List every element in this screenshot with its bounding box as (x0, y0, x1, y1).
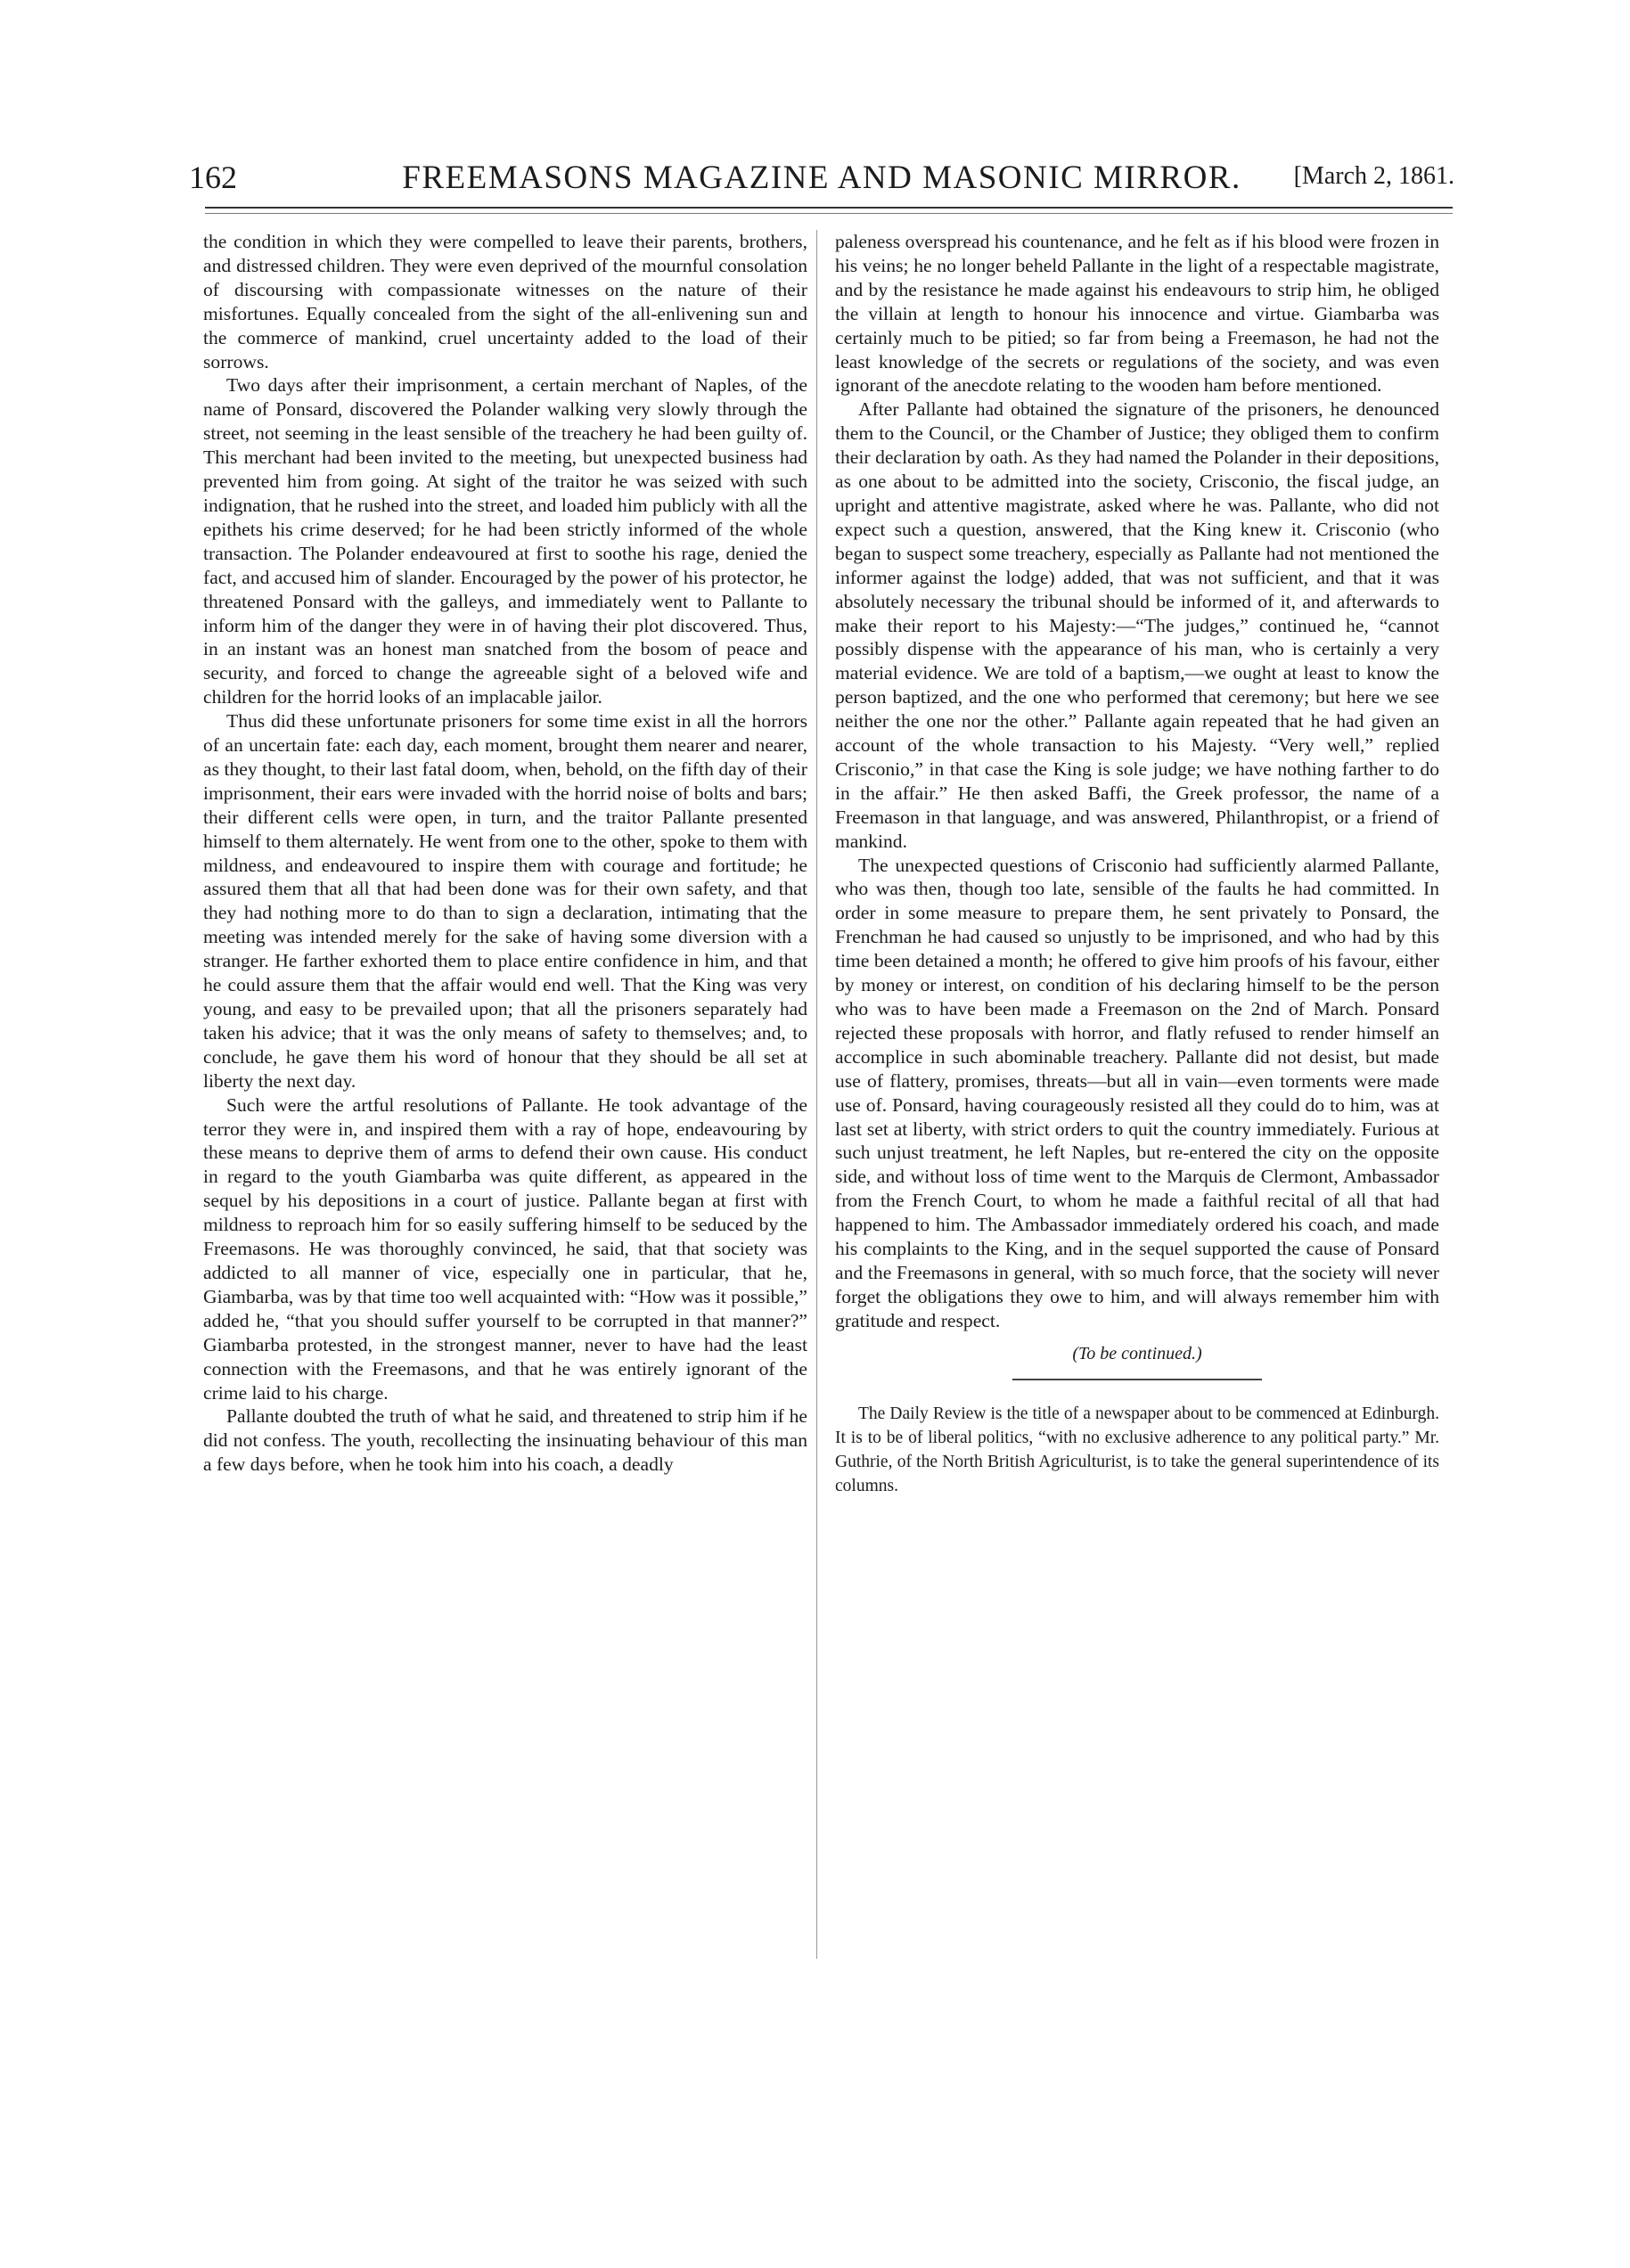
paragraph: The unexpected questions of Crisconio had sufficiently alarmed Pallante, who was then, though too late, sensible of the faults he had committed. In order in some measure to prepare them, he sent privately to Ponsard, the Frenchman he had caused so unjustly to be imprisoned, and who had by this time been detained a month; he offered to give him proofs of his favour, either by money or interest, on condition of his declaring himself to be the person who was to have been made a Freemason on the 2nd of March. Ponsard rejected these proposals with horror, and flatly refused to render himself an accomplice in such abominable treachery. Pallante did not desist, but made use of flattery, promises, threats—but all in vain—even torments were made use of. Ponsard, having courageously resisted all they could do to him, was at last set at liberty, with strict orders to quit the country immediately. Furious at such unjust treatment, he left Naples, but re-entered the city on the opposite side, and without loss of time went to the Marquis de Clermont, Ambassador from the French Court, to whom he made a faithful recital of all that had happened to him. The Ambassador immediately ordered his coach, and made his complaints to the King, and in the sequel supported the cause of Ponsard and the Freemasons in general, with so much force, that the society will never forget the obligations they owe to him, and will always remember him with gratitude and respect. (835, 854, 1439, 1331)
paragraph: Pallante doubted the truth of what he said, and threatened to strip him if he did not confess. The youth, recollecting the insinuating behaviour of this man a few days before, when he took him into his coach, a deadly (203, 1405, 807, 1476)
paragraph: After Pallante had obtained the signature of the prisoners, he denounced them to the Council, or the Chamber of Justice; they obliged them to confirm their declaration by oath. As they had named the Polander in their depositions, as one about to be admitted into the society, Crisconio, the fiscal judge, an upright and attentive magistrate, asked where he was. Pallante, who did not expect such a question, answered, that the King knew it. Crisconio (who began to suspect some treachery, especially as Pallante had not mentioned the informer against the lodge) added, that was not sufficient, and that it was absolutely necessary the tribunal should be informed of it, and afterwards to make their report to his Majesty:—“The judges,” continued he, “cannot possibly dispense with the appearance of his man, who is certainly a very material evidence. We are told of a baptism,—we ought at least to know the person baptized, and the one who performed that ceremony; but here we see neither the one nor the other.” Pallante again repeated that he had given an account of the whole transaction to his Majesty. “Very well,” replied Crisconio,” in that case the King is sole judge; we have nothing farther to do in the affair.” He then asked Baffi, the Greek professor, the name of a Freemason in that language, and was answered, Philanthropist, or a friend of mankind. (835, 398, 1439, 852)
issue-date: [March 2, 1861. (1293, 162, 1454, 190)
to-be-continued: (To be continued.) (1072, 1343, 1202, 1363)
paragraph: Two days after their imprisonment, a certain merchant of Naples, of the name of Ponsard, discovered the Polander walking very slowly through the street, not seeming in the least sensible of the treachery he had been guilty of. This merchant had been invited to the meeting, but unexpected business had prevented him from going. At sight of the traitor he was seized with such indignation, that he rushed into the street, and loaded him publicly with all the epithets his crime deserved; for he had been strictly informed of the whole transaction. The Polander endeavoured at first to soothe his rage, denied the fact, and accused him of slander. Encouraged by the power of his protector, he threatened Ponsard with the galleys, and immediately went to Pallante to inform him of the danger they were in of having their plot discovered. Thus, in an instant was an honest man snatched from the bosom of peace and security, and forced to change the agreeable sight of a beloved wife and children for the horrid looks of an implacable jailor. (203, 374, 807, 708)
paragraph: Such were the artful resolutions of Pallante. He took advantage of the terror they were in, and inspired them with a ray of hope, endeavouring by these means to deprive them of arms to defend their own cause. His conduct in regard to the youth Giambarba was quite different, as appeared in the sequel by his depositions in a court of justice. Pallante began at first with mildness to reproach him for so easily suffering himself to be seduced by the Freemasons. He was thoroughly convinced, he said, that that society was addicted to all manner of vice, especially one in particular, that he, Giambarba, was by that time too well acquainted with: “How was it possible,” added he, “that you should suffer yourself to be corrupted in that manner?” Giambarba protested, in the strongest manner, never to have had the least connection with the Freemasons, and that he was entirely ignorant of the crime laid to his charge. (203, 1093, 807, 1404)
header-rule (205, 207, 1453, 209)
news-note (835, 1402, 1439, 1498)
right-column (835, 230, 1439, 1498)
page-header (189, 159, 1454, 212)
column-divider (816, 230, 817, 1959)
masthead-title: FREEMASONS MAGAZINE AND MASONIC MIRROR. (402, 160, 1241, 196)
page-number: 162 (189, 160, 237, 195)
paragraph: paleness overspread his countenance, and he felt as if his blood were frozen in his veins; he no longer beheld Pallante in the light of a respectable magistrate, and by the resistance he made against his endeavours to strip him, he obliged the villain at length to honour his innocence and virtue. Giambarba was certainly much to be pitied; so far from being a Freemason, he had not the least knowledge of the secrets or regulations of the society, and was even ignorant of the anecdote relating to the wooden ham before mentioned. (835, 231, 1439, 397)
paragraph: Thus did these unfortunate prisoners for some time exist in all the horrors of an uncertain fate: each day, each moment, brought them nearer and nearer, as they thought, to their last fatal doom, when, behold, on the fifth day of their imprisonment, their ears were invaded with the horrid noise of bolts and bars; their different cells were open, in turn, and the traitor Pallante presented himself to them alternately. He went from one to the other, spoke to them with mildness, and endeavoured to inspire them with courage and fortitude; he assured them that all that had been done was for their own safety, and that they had nothing more to do than to sign a declaration, intimating that the meeting was intended merely for the sake of having some diversion with a stranger. He farther exhorted them to place entire confidence in him, and that he could assure them that the affair would end well. That the King was very young, and easy to be prevailed upon; that all the prisoners separately had taken his advice; that it was the only means of safety to themselves; and, to conclude, he gave them his word of honour that they should be all set at liberty the next day. (203, 710, 807, 1092)
left-column (203, 230, 807, 1477)
news-note-text: The Daily Review is the title of a newspaper about to be commenced at Edinburgh. It is to be of liberal politics, “with no exclusive adherence to any political party.” Mr. Guthrie, of the North British Agriculturist, is to take the general superintendence of its columns. (835, 1404, 1439, 1495)
article-end-rule (1012, 1379, 1262, 1380)
header-rule-thin (205, 213, 1453, 214)
paragraph: the condition in which they were compelled to leave their parents, brothers, and distressed children. They were even deprived of the mournful consolation of discoursing with compassionate witnesses on the nature of their misfortunes. Equally concealed from the sight of the all-enlivening sun and the commerce of mankind, cruel uncertainty added to the load of their sorrows. (203, 231, 807, 373)
